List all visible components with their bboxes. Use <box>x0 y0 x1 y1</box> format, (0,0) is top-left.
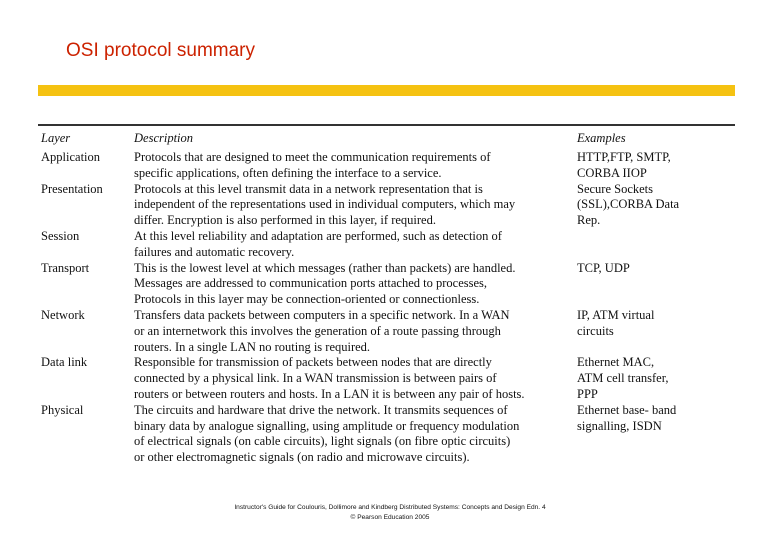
example-line: HTTP,FTP, SMTP, <box>577 150 671 164</box>
description-line: binary data by analogue signalling, using amplitude or frequency modulation <box>134 418 520 433</box>
examples-column-header: Examples <box>577 131 626 145</box>
example-line: Ethernet MAC, <box>577 355 655 370</box>
header-rule <box>38 124 735 126</box>
footer <box>0 503 780 523</box>
description-line: Messages are addressed to communication ports attached to processes, <box>134 276 488 291</box>
layer-description <box>134 403 574 466</box>
layer-examples <box>577 403 727 435</box>
example-line: circuits <box>577 323 614 338</box>
layer-name: Data link <box>41 355 88 370</box>
example-line: signalling, ISDN <box>577 418 662 433</box>
description-line: specific applications, often defining the interface to a service. <box>134 165 442 180</box>
layer-name: Application <box>41 150 101 164</box>
title-accent-bar <box>38 85 735 96</box>
layer-description <box>134 150 574 182</box>
example-line: IP, ATM virtual <box>577 308 655 322</box>
layer-description <box>134 308 574 355</box>
layer-name: Network <box>41 308 85 322</box>
description-line: connected by a physical link. In a WAN transmission is between pairs of <box>134 371 497 386</box>
layer-name: Session <box>41 229 80 243</box>
description-line: failures and automatic recovery. <box>134 244 295 259</box>
description-line: routers. In a single LAN no routing is required. <box>134 339 371 354</box>
example-line: PPP <box>577 386 598 401</box>
layer-examples <box>577 355 727 402</box>
description-line: routers or between routers and hosts. In a LAN it is between any pair of hosts. <box>134 386 525 401</box>
description-line: independent of the representations used in individual computers, which may <box>134 197 516 212</box>
description-line: The circuits and hardware that drive the network. It transmits sequences of <box>134 402 508 417</box>
layer-description <box>134 182 574 229</box>
description-line: or an internetwork this involves the generation of a route passing through <box>134 323 501 338</box>
description-line: Protocols that are designed to meet the communication requirements of <box>134 150 491 164</box>
description-line: At this level reliability and adaptation are performed, such as detection of <box>134 229 502 243</box>
layer-name: Transport <box>41 260 90 275</box>
slide-title: OSI protocol summary <box>66 40 255 61</box>
example-line: TCP, UDP <box>577 260 630 275</box>
description-line: Protocols in this layer may be connection-oriented or connectionless. <box>134 292 480 307</box>
layer-examples <box>577 150 727 182</box>
description-line: differ. Encryption is also performed in this layer, if required. <box>134 213 436 228</box>
example-line: CORBA IIOP <box>577 165 647 180</box>
layer-name: Physical <box>41 402 84 417</box>
example-line: Secure Sockets <box>577 181 654 196</box>
footer-credit: Instructor's Guide for Coulouris, Dollimore and Kindberg Distributed Systems: Concepts and Design Edn. 4 <box>234 504 546 511</box>
description-line: or other electromagnetic signals (on radio and microwave circuits). <box>134 450 470 465</box>
layer-description <box>134 229 574 261</box>
layer-name: Presentation <box>41 181 103 196</box>
example-line: Ethernet base- band <box>577 402 677 417</box>
footer-copyright: © Pearson Education 2005 <box>350 514 430 521</box>
layer-examples <box>577 261 727 277</box>
layer-description <box>134 261 574 308</box>
example-line: ATM cell transfer, <box>577 371 669 386</box>
layer-examples <box>577 308 727 340</box>
example-line: Rep. <box>577 213 601 228</box>
layer-column-header: Layer <box>41 131 71 145</box>
description-line: Transfers data packets between computers in a specific network. In a WAN <box>134 308 510 322</box>
description-line: Responsible for transmission of packets between nodes that are directly <box>134 355 492 370</box>
description-line: Protocols at this level transmit data in a network representation that is <box>134 181 483 196</box>
layer-description <box>134 355 574 402</box>
layer-examples <box>577 182 727 229</box>
description-line: of electrical signals (on cable circuits), light signals (on fibre optic circuits) <box>134 434 511 449</box>
description-column-header: Description <box>134 131 194 145</box>
example-line: (SSL),CORBA Data <box>577 197 680 212</box>
description-line: This is the lowest level at which messages (rather than packets) are handled. <box>134 260 516 275</box>
